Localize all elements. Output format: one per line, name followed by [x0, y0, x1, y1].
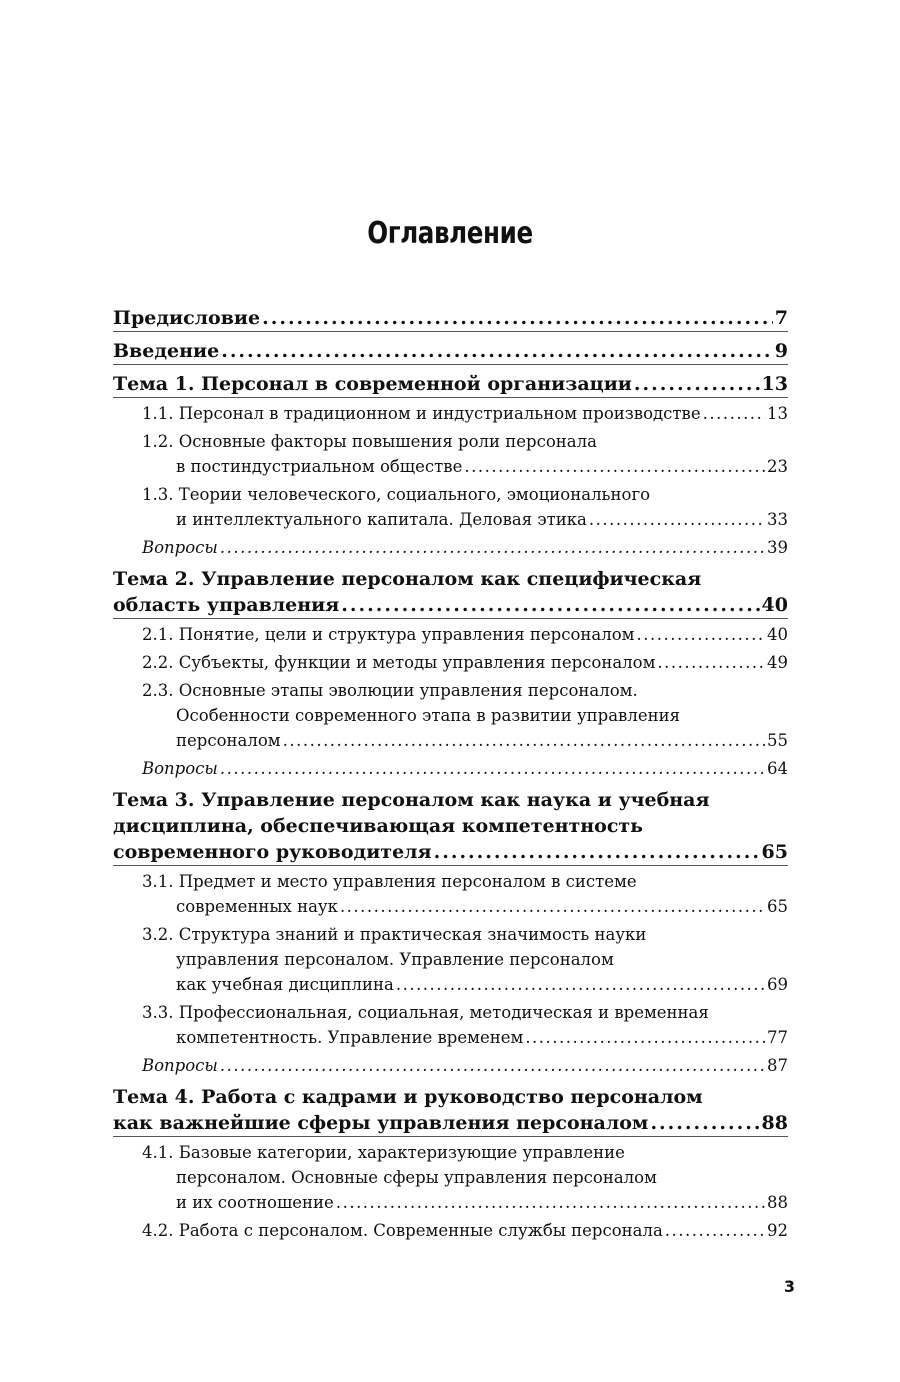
toc-page-number: 92	[767, 1221, 788, 1240]
toc-entry-section[interactable]	[113, 922, 788, 997]
toc-page-number: 33	[767, 510, 788, 529]
toc-entry-text: Вопросы	[142, 538, 218, 557]
toc-entry-section[interactable]	[113, 1218, 788, 1243]
toc-entry-section[interactable]	[113, 869, 788, 919]
toc-entry-text: 2.3. Основные этапы эволюции управления персоналом.	[142, 681, 638, 700]
toc-entry-text: компетентность. Управление временем	[176, 1028, 524, 1047]
toc-entry-question[interactable]	[113, 756, 788, 781]
toc-entry-text: Тема 3. Управление персоналом как наука и учебная	[113, 789, 710, 811]
dot-leader	[336, 1190, 765, 1215]
toc-entry-section[interactable]	[113, 678, 788, 753]
toc-entry-text: 1.1. Персонал в традиционном и индустриальном производстве	[142, 404, 701, 423]
dot-leader	[220, 1053, 765, 1078]
toc-page-number: 69	[767, 975, 788, 994]
dot-leader	[464, 454, 765, 479]
toc-entry-text: 3.3. Профессиональная, социальная, методическая и временная	[142, 1003, 709, 1022]
toc-entry-text: 1.3. Теории человеческого, социального, эмоционального	[142, 485, 651, 504]
toc-page-number: 9	[774, 340, 788, 362]
toc-entry-text: Особенности современного этапа в развитии управления	[176, 706, 680, 725]
toc-entry-chapter[interactable]	[113, 787, 788, 866]
page-number: 3	[783, 1277, 795, 1296]
toc-entry-section[interactable]	[113, 1000, 788, 1050]
dot-leader	[341, 592, 759, 618]
dot-leader	[434, 839, 760, 865]
toc-entry-text: как учебная дисциплина	[176, 975, 394, 994]
toc-entry-text: управления персоналом. Управление персоналом	[176, 950, 614, 969]
toc-entry-text: персоналом. Основные сферы управления персоналом	[176, 1168, 657, 1187]
dot-leader	[262, 305, 773, 331]
toc-entry-section[interactable]	[113, 482, 788, 532]
toc-entry-section[interactable]	[113, 1140, 788, 1215]
dot-leader	[283, 728, 765, 753]
dot-leader	[220, 756, 765, 781]
toc-entry-text: 4.2. Работа с персоналом. Современные службы персонала	[142, 1221, 663, 1240]
toc-entry-text: 2.1. Понятие, цели и структура управления персоналом	[142, 625, 635, 644]
toc-page-number: 77	[767, 1028, 788, 1047]
dot-leader	[665, 1218, 765, 1243]
dot-leader	[637, 622, 766, 647]
toc-page-number: 65	[761, 841, 788, 863]
toc-entry-text: современного руководителя	[113, 841, 432, 863]
toc-entry-text: и их соотношение	[176, 1193, 334, 1212]
toc-page-number: 39	[767, 538, 788, 557]
toc-entry-chapter[interactable]	[113, 338, 788, 365]
dot-leader	[525, 1025, 765, 1050]
toc-page-number: 64	[767, 759, 788, 778]
dot-leader	[396, 972, 765, 997]
toc-entry-text: 3.1. Предмет и место управления персоналом в системе	[142, 872, 637, 891]
toc-page-number: 65	[767, 897, 788, 916]
toc-page-number: 7	[774, 307, 788, 329]
toc-entry-text: современных наук	[176, 897, 338, 916]
toc-entry-text: Предисловие	[113, 307, 261, 329]
toc-page-number: 23	[767, 457, 788, 476]
toc-entry-text: 4.1. Базовые категории, характеризующие управление	[142, 1143, 625, 1162]
toc-entry-text: персоналом	[176, 731, 281, 750]
toc-entry-question[interactable]	[113, 1053, 788, 1078]
toc-page-number: 55	[767, 731, 788, 750]
toc-entry-text: и интеллектуального капитала. Деловая этика	[176, 510, 587, 529]
toc-entry-text: как важнейшие сферы управления персоналом	[113, 1112, 649, 1134]
toc-entry-chapter[interactable]	[113, 305, 788, 332]
dot-leader	[340, 894, 765, 919]
toc-entry-chapter[interactable]	[113, 371, 788, 398]
toc-entry-text: Вопросы	[142, 759, 218, 778]
toc-entry-section[interactable]	[113, 401, 788, 426]
dot-leader	[703, 401, 765, 426]
toc-entry-text: Тема 2. Управление персоналом как специфическая	[113, 568, 702, 590]
dot-leader	[634, 371, 760, 397]
toc-entry-text: 1.2. Основные факторы повышения роли персонала	[142, 432, 597, 451]
toc-entry-section[interactable]	[113, 650, 788, 675]
dot-leader	[650, 1110, 759, 1136]
dot-leader	[220, 535, 765, 560]
toc-page-number: 40	[761, 594, 788, 616]
toc-entry-text: 3.2. Структура знаний и практическая значимость науки	[142, 925, 647, 944]
toc-entry-question[interactable]	[113, 535, 788, 560]
toc-entry-chapter[interactable]	[113, 566, 788, 619]
toc-entry-text: Вопросы	[142, 1056, 218, 1075]
toc-page-number: 87	[767, 1056, 788, 1075]
toc-entry-text: дисциплина, обеспечивающая компетентность	[113, 815, 644, 837]
page-title: Оглавление	[367, 216, 533, 251]
table-of-contents	[113, 305, 788, 1243]
toc-page-number: 49	[767, 653, 788, 672]
toc-entry-text: Тема 4. Работа с кадрами и руководство персоналом	[113, 1086, 703, 1108]
toc-page-number: 13	[761, 373, 788, 395]
toc-entry-text: 2.2. Субъекты, функции и методы управления персоналом	[142, 653, 656, 672]
toc-entry-text: Введение	[113, 340, 220, 362]
dot-leader	[657, 650, 765, 675]
toc-entry-text: область управления	[113, 594, 340, 616]
toc-entry-section[interactable]	[113, 622, 788, 647]
toc-page-number: 13	[767, 404, 788, 423]
dot-leader	[589, 507, 765, 532]
toc-page-number: 40	[767, 625, 788, 644]
toc-page-number: 88	[767, 1193, 788, 1212]
toc-entry-text: в постиндустриальном обществе	[176, 457, 463, 476]
dot-leader	[221, 338, 773, 364]
toc-entry-text: Тема 1. Персонал в современной организации	[113, 373, 632, 395]
toc-page-number: 88	[761, 1112, 788, 1134]
toc-entry-section[interactable]	[113, 429, 788, 479]
toc-entry-chapter[interactable]	[113, 1084, 788, 1137]
